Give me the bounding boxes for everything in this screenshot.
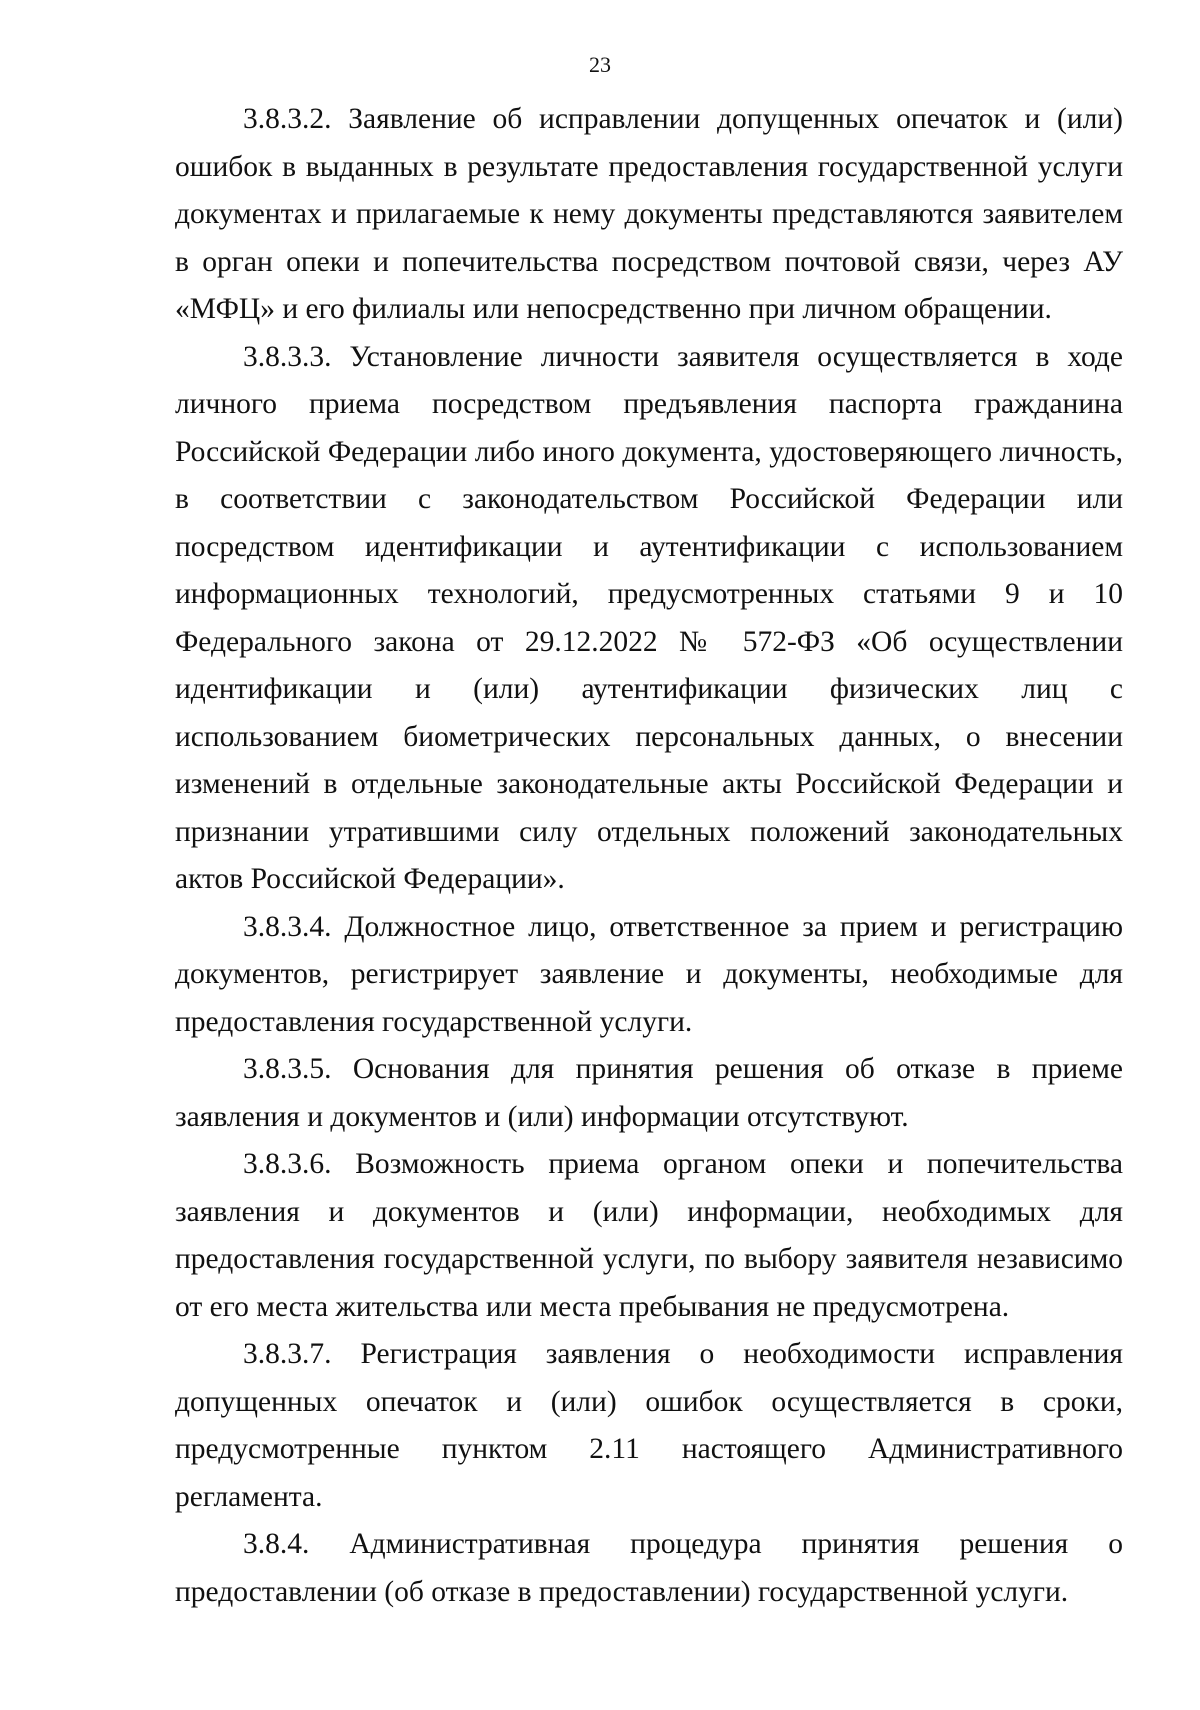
paragraph-3-8-3-7: 3.8.3.7. Регистрация заявления о необходимости исправления допущенных опечаток и (или) ошибок осуществляется в сроки, предусмотренные пунктом 2.11 настоящего Административного регламента. [175, 1338, 1123, 1513]
paragraph-3-8-3-3: 3.8.3.3. Установление личности заявителя осуществляется в ходе личного приема посредством предъявления паспорта гражданина Российской Федерации либо иного документа, удостоверяющего личность, в соответствии с законодательством Российской Федерации или посредством идентификации и аутентификации с использованием информационных технологий, предусмотренных статьями 9 и 10 Федерального закона от 29.12.2022 № 572-ФЗ «Об осуществлении идентификации и (или) аутентификации физических лиц с использованием биометрических персональных данных, о внесении изменений в отдельные законодательные акты Российской Федерации и признании утратившими силу отдельных положений законодательных актов Российской Федерации». [175, 340, 1123, 895]
document-body [175, 96, 1123, 1616]
paragraph-3-8-3-5: 3.8.3.5. Основания для принятия решения об отказе в приеме заявления и документов и (или) информации отсутствуют. [175, 1053, 1123, 1133]
paragraph-3-8-4: 3.8.4. Административная процедура принятия решения о предоставлении (об отказе в предоставлении) государственной услуги. [175, 1528, 1123, 1608]
paragraph-3-8-3-4: 3.8.3.4. Должностное лицо, ответственное за прием и регистрацию документов, регистрирует заявление и документы, необходимые для предоставления государственной услуги. [175, 910, 1123, 1038]
paragraph-3-8-3-6: 3.8.3.6. Возможность приема органом опеки и попечительства заявления и документов и (или) информации, необходимых для предоставления государственной услуги, по выбору заявителя независимо от его места жительства или места пребывания не предусмотрена. [175, 1148, 1123, 1323]
paragraph-3-8-3-2: 3.8.3.2. Заявление об исправлении допущенных опечаток и (или) ошибок в выданных в результате предоставления государственной услуги документах и прилагаемые к нему документы представляются заявителем в орган опеки и попечительства посредством почтовой связи, через АУ «МФЦ» и его филиалы или непосредственно при личном обращении. [175, 103, 1123, 325]
page-number: 23 [589, 52, 611, 77]
